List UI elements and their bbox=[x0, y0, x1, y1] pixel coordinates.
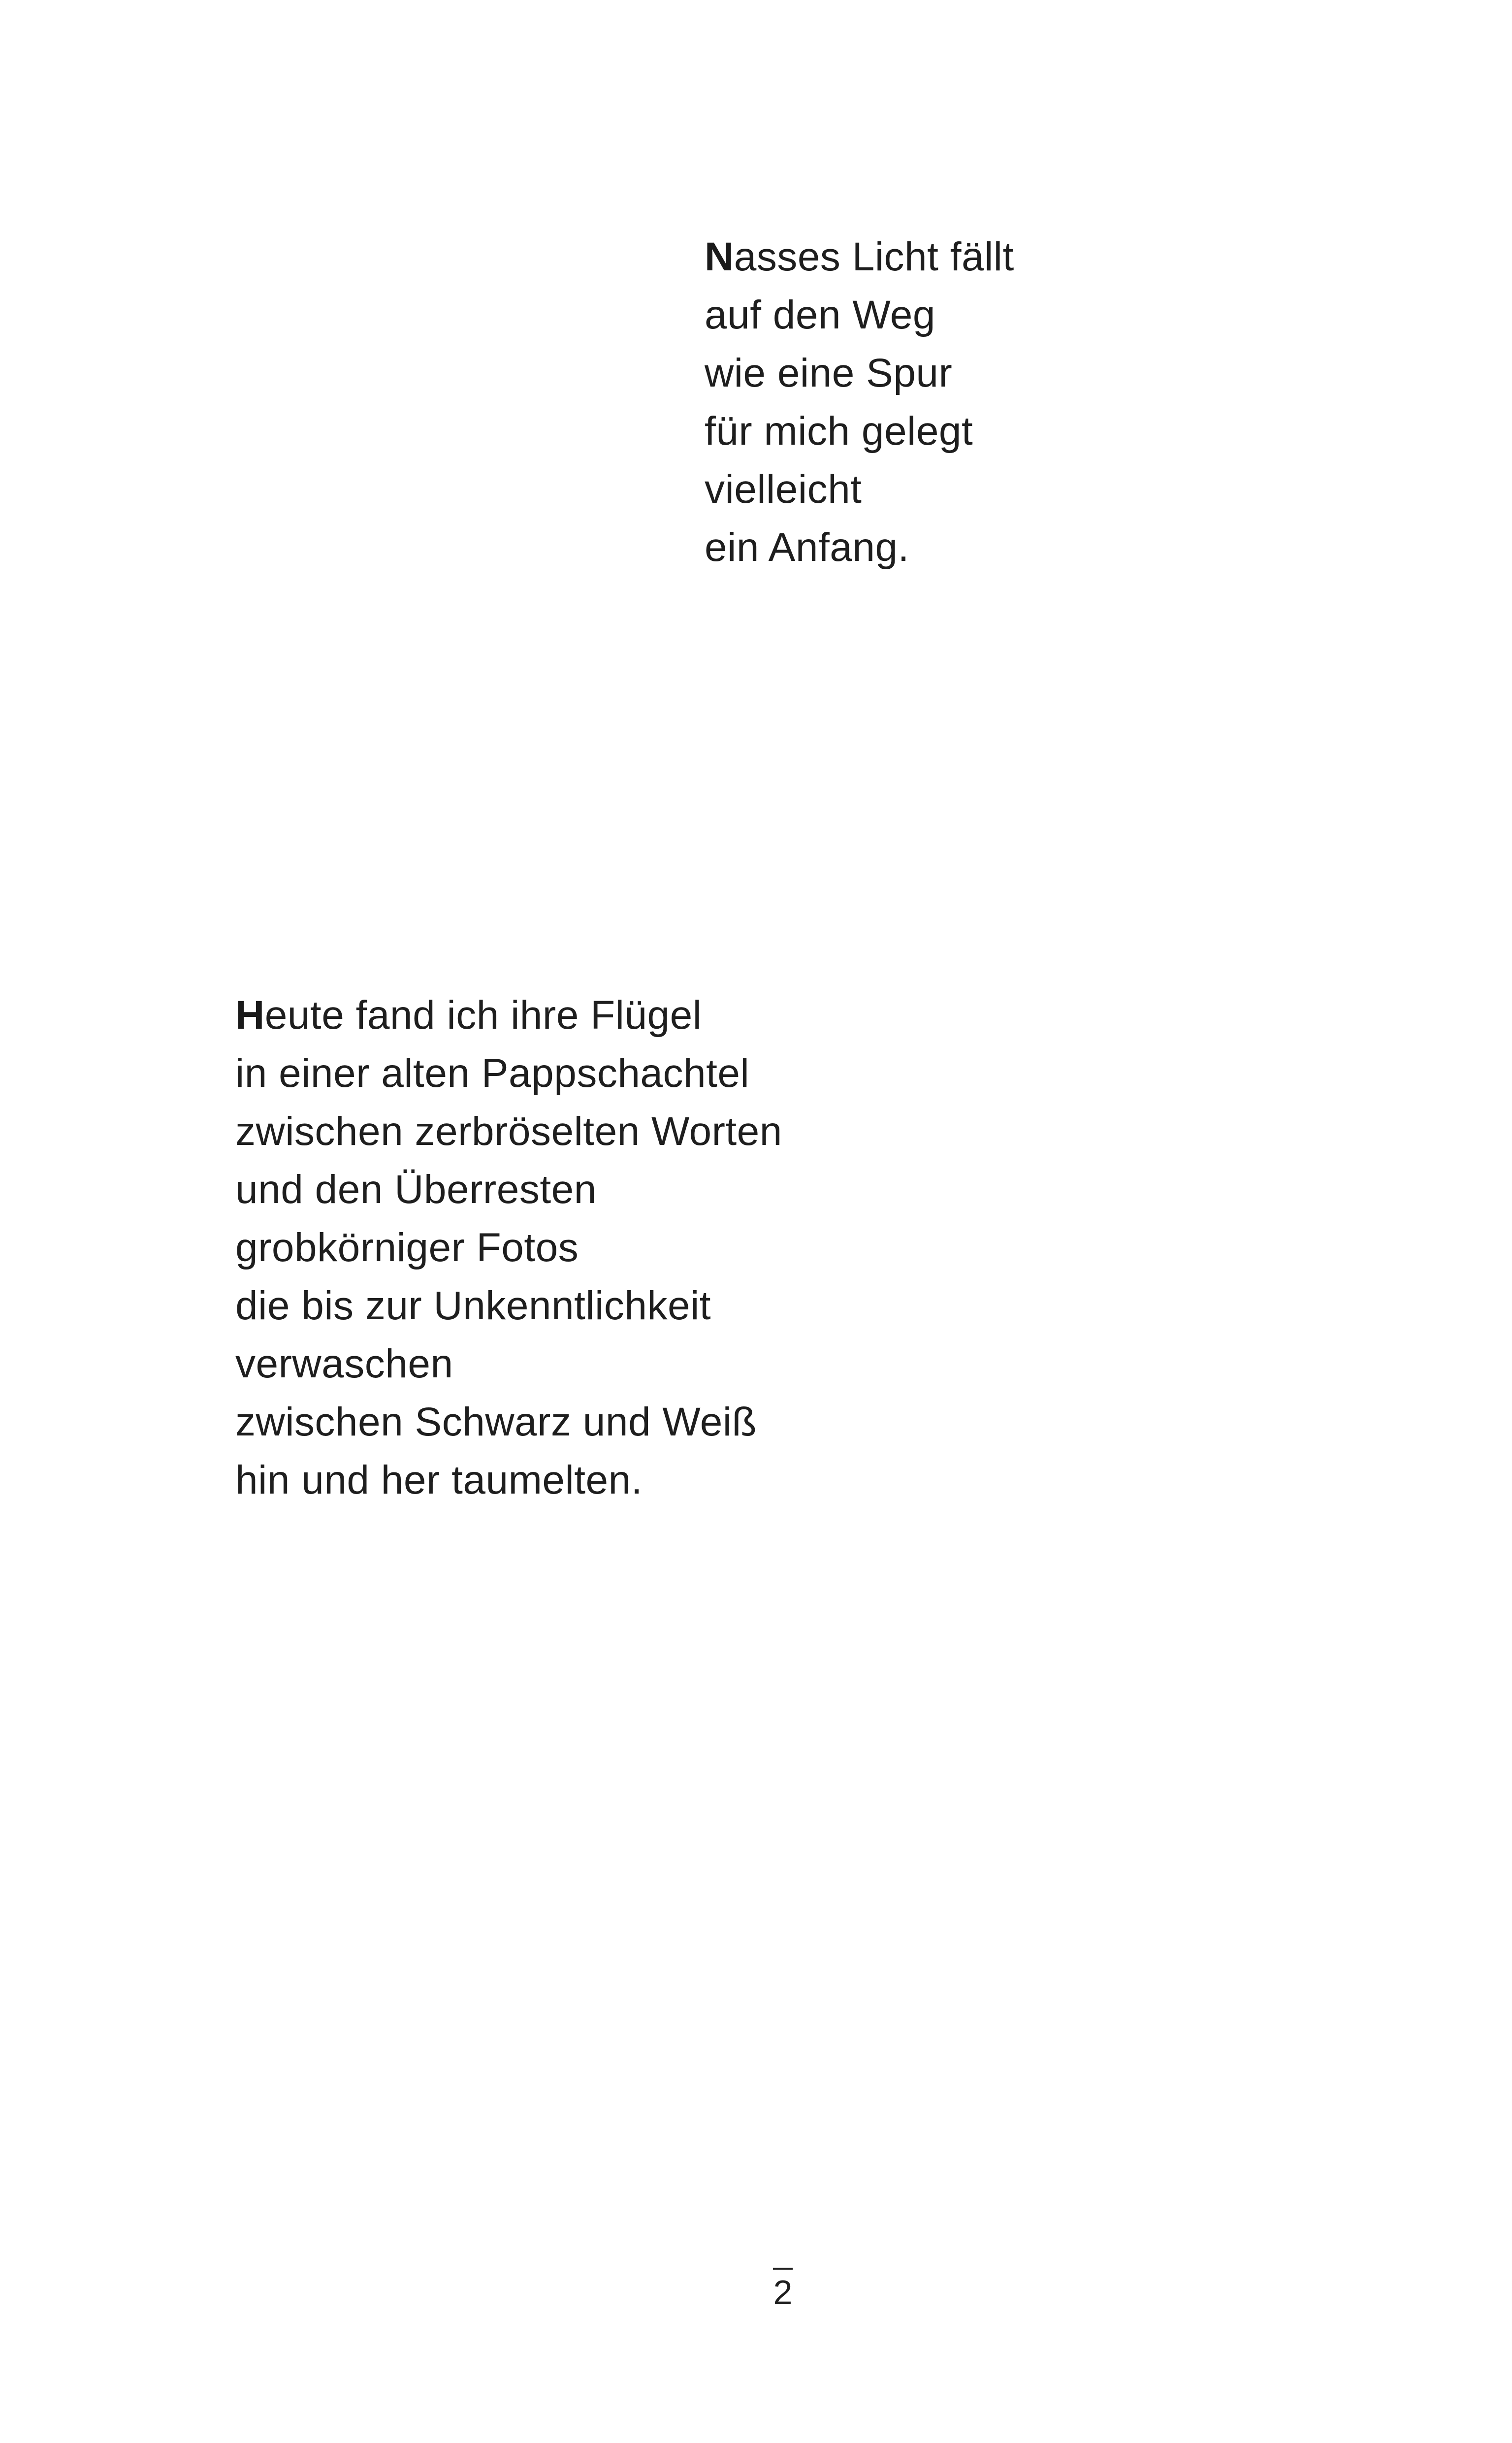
page-number-text: 2 bbox=[773, 2273, 793, 2312]
poem-line: zwischen zerbröselten Worten bbox=[235, 1109, 782, 1154]
poem-line: zwischen Schwarz und Weiß bbox=[235, 1400, 757, 1444]
poem-line-text: asses Licht fällt bbox=[734, 234, 1014, 279]
drop-initial: H bbox=[235, 993, 265, 1038]
poem-line: vielleicht bbox=[705, 467, 862, 512]
poem-1 bbox=[705, 228, 1014, 577]
poem-line: auf den Weg bbox=[705, 293, 935, 337]
poem-line: für mich gelegt bbox=[705, 409, 973, 454]
poem-line: wie eine Spur bbox=[705, 351, 953, 395]
poem-line: ein Anfang. bbox=[705, 525, 909, 570]
poem-line: hin und her taumelten. bbox=[235, 1458, 643, 1502]
page-number-rule bbox=[773, 2268, 793, 2270]
poem-2 bbox=[235, 986, 782, 1509]
poem-line: verwaschen bbox=[235, 1341, 453, 1386]
poem-line bbox=[235, 986, 782, 1044]
poem-line: die bis zur Unkenntlichkeit bbox=[235, 1283, 711, 1328]
poem-line: grobkörniger Fotos bbox=[235, 1225, 579, 1270]
poem-line: in einer alten Pappschachtel bbox=[235, 1051, 750, 1096]
poem-line bbox=[705, 228, 1014, 286]
poem-line: und den Überresten bbox=[235, 1167, 597, 1212]
poem-line-text: eute fand ich ihre Flügel bbox=[264, 993, 702, 1038]
page-number bbox=[768, 2268, 798, 2312]
drop-initial: N bbox=[705, 234, 734, 279]
